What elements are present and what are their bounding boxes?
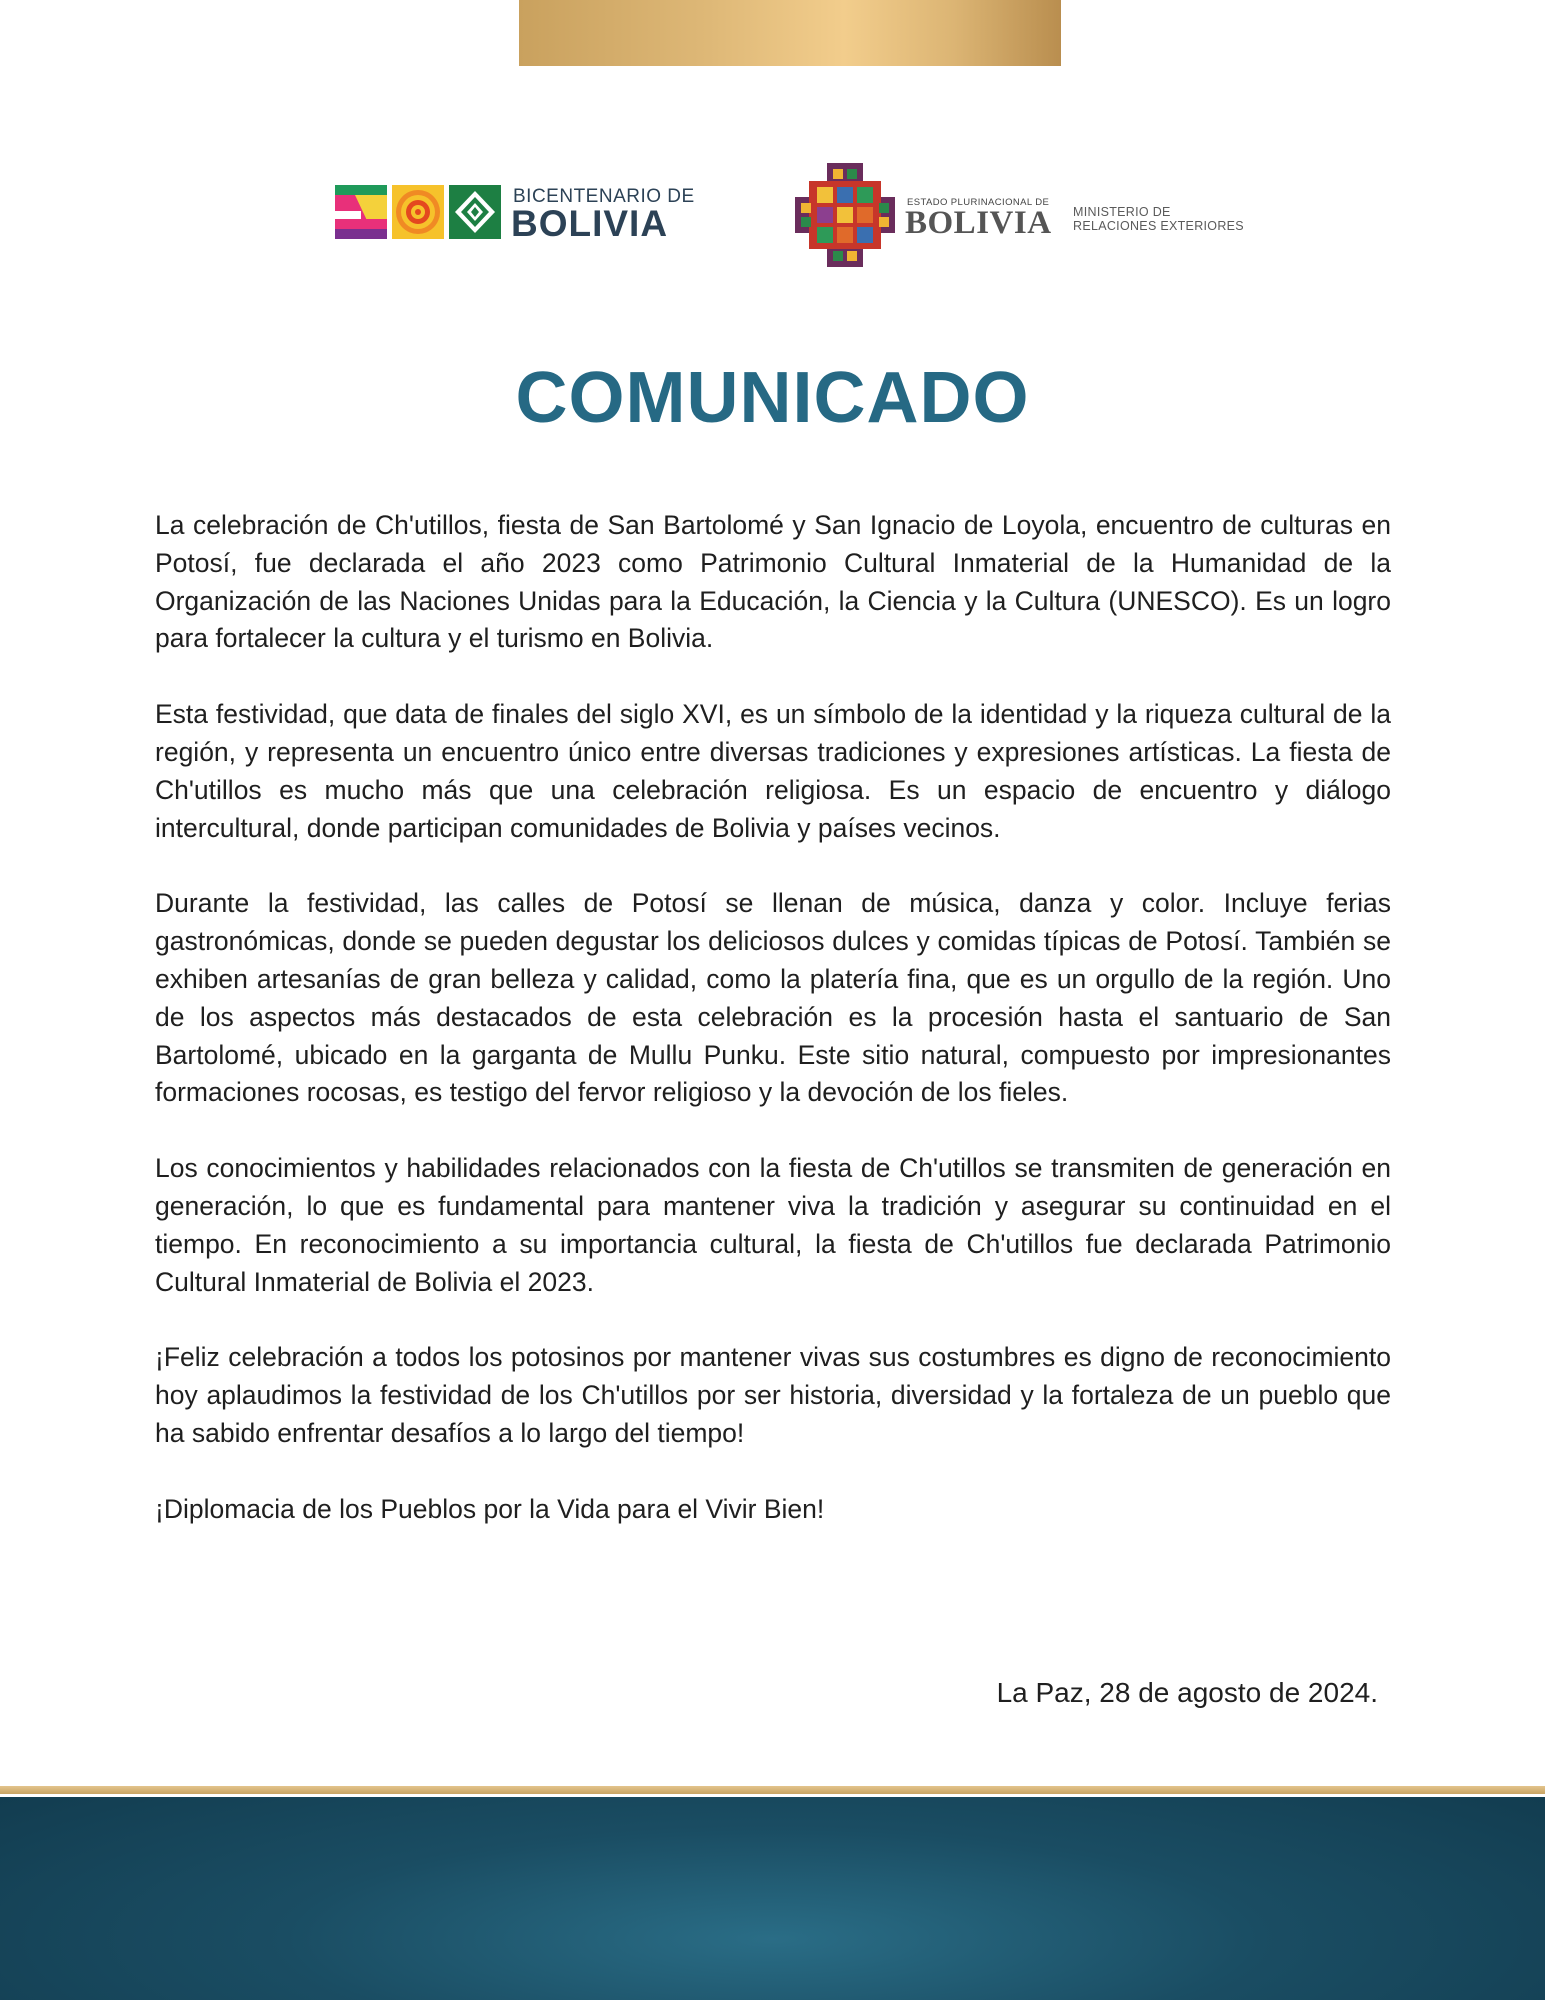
ministerio-label: [1073, 205, 1244, 233]
header-gold-tab: [519, 0, 1061, 66]
bicentenario-pink-glyph-icon: [335, 185, 387, 239]
estado-bolivia-label: BOLIVIA: [905, 205, 1052, 241]
paragraph-2: Esta festividad, que data de finales del siglo XVI, es un símbolo de la identidad y la riqueza cultural de la región, y representa un encuentro único entre diversas tradiciones y expresiones artísticas. La fiesta de Ch'utillos es mucho más que una celebración religiosa. Es un espacio de encuentro y diálogo intercultural, donde participan comunidades de Bolivia y países vecinos.: [155, 699, 1391, 843]
paragraph-6: ¡Diplomacia de los Pueblos por la Vida para el Vivir Bien!: [155, 1493, 825, 1524]
bicentenario-spiral-icon: [392, 185, 444, 239]
paragraph-5: ¡Feliz celebración a todos los potosinos por mantener vivas sus costumbres es digno de reconocimiento hoy aplaudimos la festividad de los Ch'utillos por ser historia, diversidad y la fortaleza de un pueblo que ha sabido enfrentar desafíos a lo largo del tiempo!: [155, 1342, 1391, 1448]
paragraph-4: Los conocimientos y habilidades relacionados con la fiesta de Ch'utillos se transmiten de generación en generación, lo que es fundamental para mantener viva la tradición y asegurar su continuidad en el tiempo. En reconocimiento a su importancia cultural, la fiesta de Ch'utillos fue declarada Patrimonio Cultural Inmaterial de Bolivia el 2023.: [155, 1153, 1391, 1297]
paragraph-1: La celebración de Ch'utillos, fiesta de San Bartolomé y San Ignacio de Loyola, encuentro de culturas en Potosí, fue declarada el año 2023 como Patrimonio Cultural Inmaterial de la Humanidad de la Organización de las Naciones Unidas para la Educación, la Ciencia y la Cultura (UNESCO). Es un logro para fortalecer la cultura y el turismo en Bolivia.: [155, 510, 1391, 654]
communique-body: [155, 507, 1391, 1567]
page-title: COMUNICADO: [515, 358, 1030, 438]
ministerio-line-1: MINISTERIO DE: [1073, 205, 1171, 219]
footer-gold-stripe: [0, 1786, 1545, 1794]
bicentenario-bolivia-label: BOLIVIA: [511, 203, 669, 244]
date-line: La Paz, 28 de agosto de 2024.: [996, 1677, 1378, 1708]
paragraph-3: Durante la festividad, las calles de Potosí se llenan de música, danza y color. Incluye ferias gastronómicas, donde se pueden degustar los deliciosos dulces y comidas típicas de Potosí. También se exhiben artesanías de gran belleza y calidad, como la platería fina, que es un orgullo de la región. Uno de los aspectos más destacados de esta celebración es la procesión hasta el santuario de San Bartolomé, ubicado en la garganta de Mullu Punku. Este sitio natural, compuesto por impresionantes formaciones rocosas, es testigo del fervor religioso y la devoción de los fieles.: [155, 888, 1391, 1108]
estado-label: ESTADO PLURINACIONAL DE: [907, 197, 1050, 208]
ministerio-logo: [795, 163, 1255, 267]
ministerio-line-2: RELACIONES EXTERIORES: [1073, 219, 1244, 233]
bicentenario-label: BICENTENARIO DE: [513, 186, 695, 207]
chakana-emblem-icon: [795, 163, 895, 267]
bicentenario-logo: [335, 183, 695, 243]
footer-band: [0, 1797, 1545, 2000]
bicentenario-diamond-icon: [449, 185, 501, 239]
